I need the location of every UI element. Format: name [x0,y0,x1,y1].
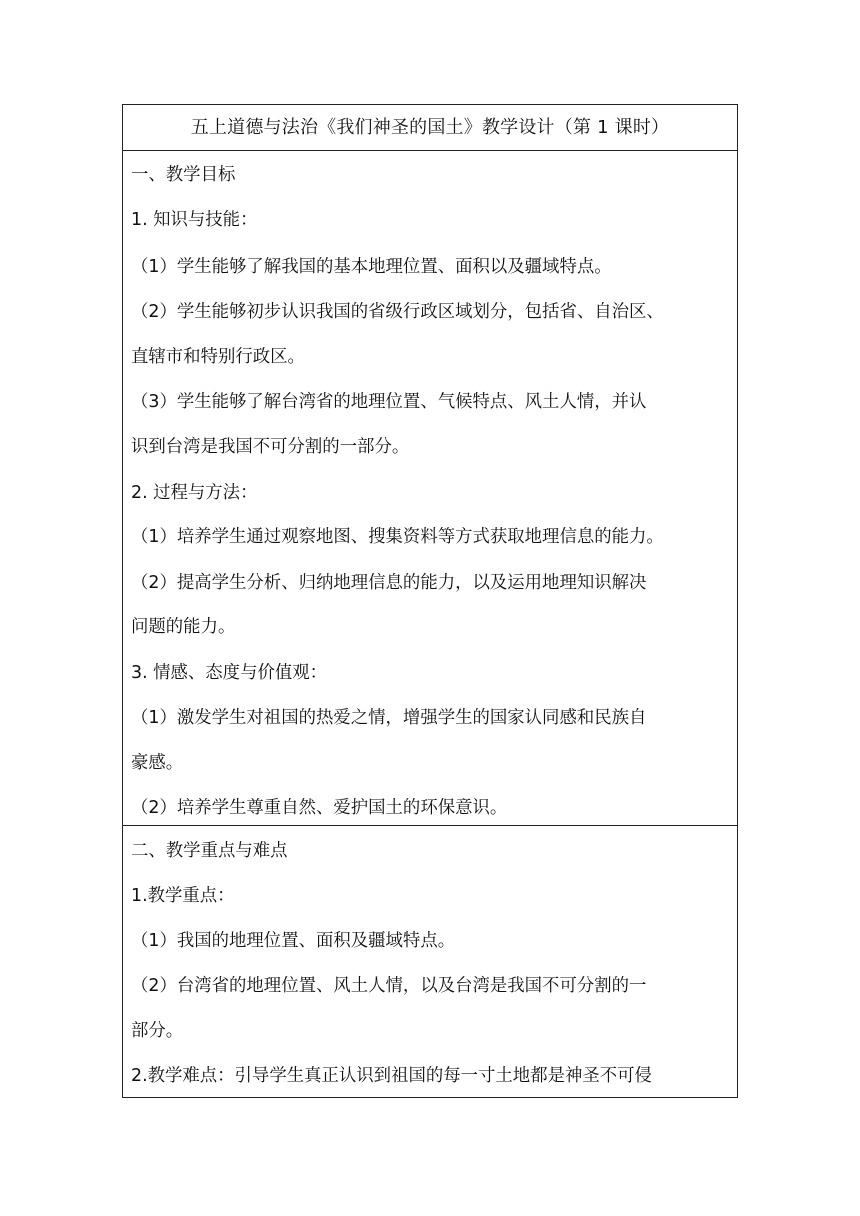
paragraph-line: （2）学生能够初步认识我国的省级行政区域划分，包括省、自治区、 [131,302,664,322]
paragraph-line: （2）培养学生尊重自然、爱护国土的环保意识。 [131,798,508,818]
paragraph-line: 1. 知识与技能： [131,210,258,230]
paragraph-line: （1）学生能够了解我国的基本地理位置、面积以及疆域特点。 [131,257,612,277]
paragraph-line: （2）台湾省的地理位置、风土人情，以及台湾是我国不可分割的一 [131,976,647,996]
paragraph-line: 部分。 [131,1021,184,1041]
paragraph-line: （2）提高学生分析、归纳地理信息的能力，以及运用地理知识解决 [131,573,647,593]
lesson-plan-table [122,104,738,1098]
paragraph-line: 2. 过程与方法： [131,483,258,503]
document-title: 五上道德与法治《我们神圣的国土》教学设计（第 1 课时） [123,105,737,151]
paragraph-line: （1）激发学生对祖国的热爱之情，增强学生的国家认同感和民族自 [131,708,647,728]
section-key-points-difficulties [123,826,737,1099]
section-teaching-objectives [123,151,737,826]
paragraph-line: （1）我国的地理位置、面积及疆域特点。 [131,931,456,951]
paragraph-line: （1）培养学生通过观察地图、搜集资料等方式获取地理信息的能力。 [131,527,664,547]
paragraph-line: （3）学生能够了解台湾省的地理位置、气候特点、风土人情，并认 [131,392,647,412]
paragraph-line: 1.教学重点： [131,886,235,906]
paragraph-line: 识到台湾是我国不可分割的一部分。 [131,437,410,457]
paragraph-line: 直辖市和特别行政区。 [131,347,305,367]
paragraph-line: 3. 情感、态度与价值观： [131,663,328,683]
paragraph-line: 豪感。 [131,753,184,773]
section-heading: 二、教学重点与难点 [131,841,288,861]
section-heading: 一、教学目标 [131,165,236,185]
paragraph-line: 2.教学难点：引导学生真正认识到祖国的每一寸土地都是神圣不可侵 [131,1066,652,1086]
paragraph-line: 问题的能力。 [131,617,236,637]
